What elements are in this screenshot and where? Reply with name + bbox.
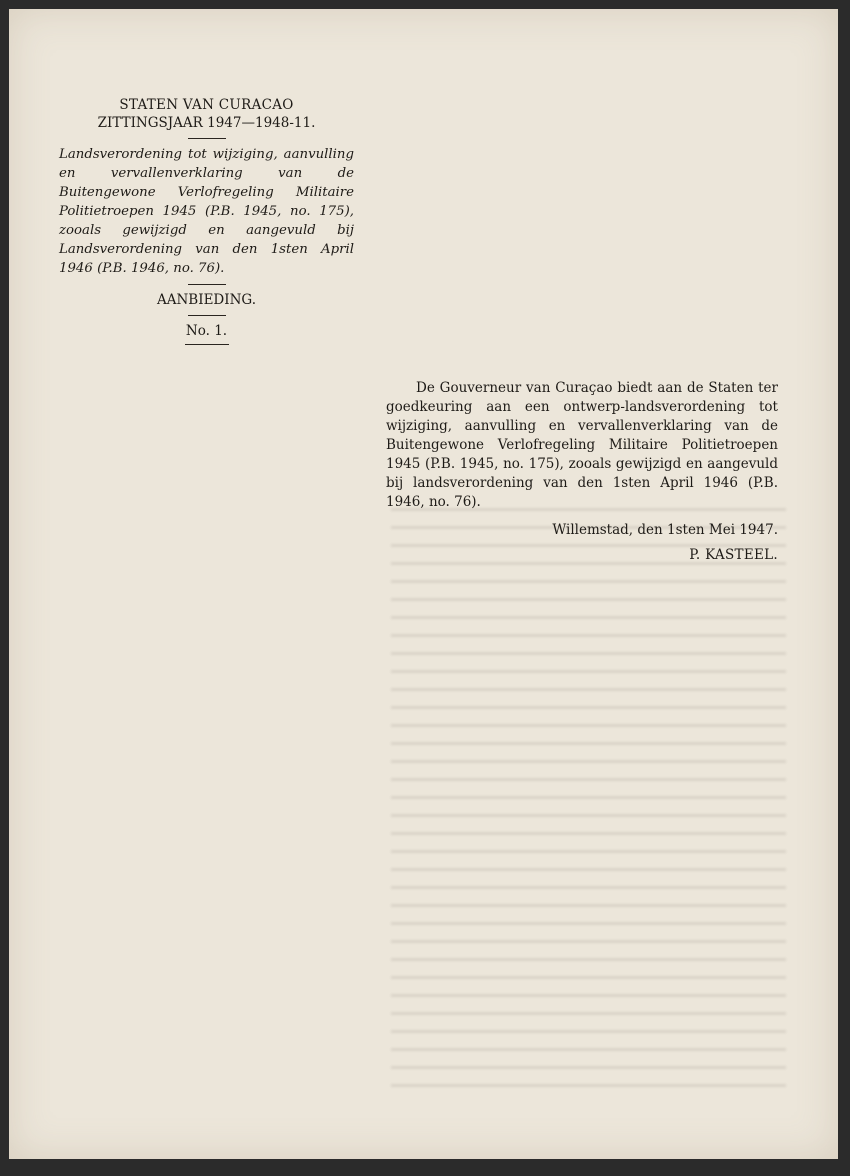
document-number: No. 1. <box>185 323 228 339</box>
document-page <box>9 9 838 1159</box>
subject-title: Landsverordening tot wijziging, aanvulling en vervallenverklaring van de Buitengewone Verlofregeling Militaire Politietroepen 1945 (P.B. 1945, no. 175), zooals gewijzigd en aangevuld bij Landsverordening van den 1sten April 1946 (P.B. 1946, no. 76). <box>59 147 354 276</box>
divider <box>185 344 229 345</box>
organization-title: STATEN VAN CURACAO <box>119 97 294 113</box>
place-and-date: Willemstad, den 1sten Mei 1947. <box>552 522 778 538</box>
session-year: ZITTINGSJAAR 1947—1948-11. <box>97 115 316 131</box>
divider <box>188 284 226 285</box>
divider <box>188 138 226 139</box>
signature: P. KASTEEL. <box>689 547 778 563</box>
document-type: AANBIEDING. <box>157 292 256 308</box>
offer-paragraph: De Gouverneur van Curaçao biedt aan de Staten ter goedkeuring aan een ontwerp-landsverordening tot wijziging, aanvulling en vervallenverklaring van de Buitengewone Verlofregeling Militaire Politietroepen 1945 (P.B. 1945, no. 175), zooals gewijzigd en aangevuld bij landsverordening van den 1sten April 1946 (P.B. 1946, no. 76). <box>386 380 778 510</box>
document-header <box>59 97 354 351</box>
show-through-text <box>391 499 786 1099</box>
divider <box>188 315 226 316</box>
document-body <box>386 379 778 565</box>
